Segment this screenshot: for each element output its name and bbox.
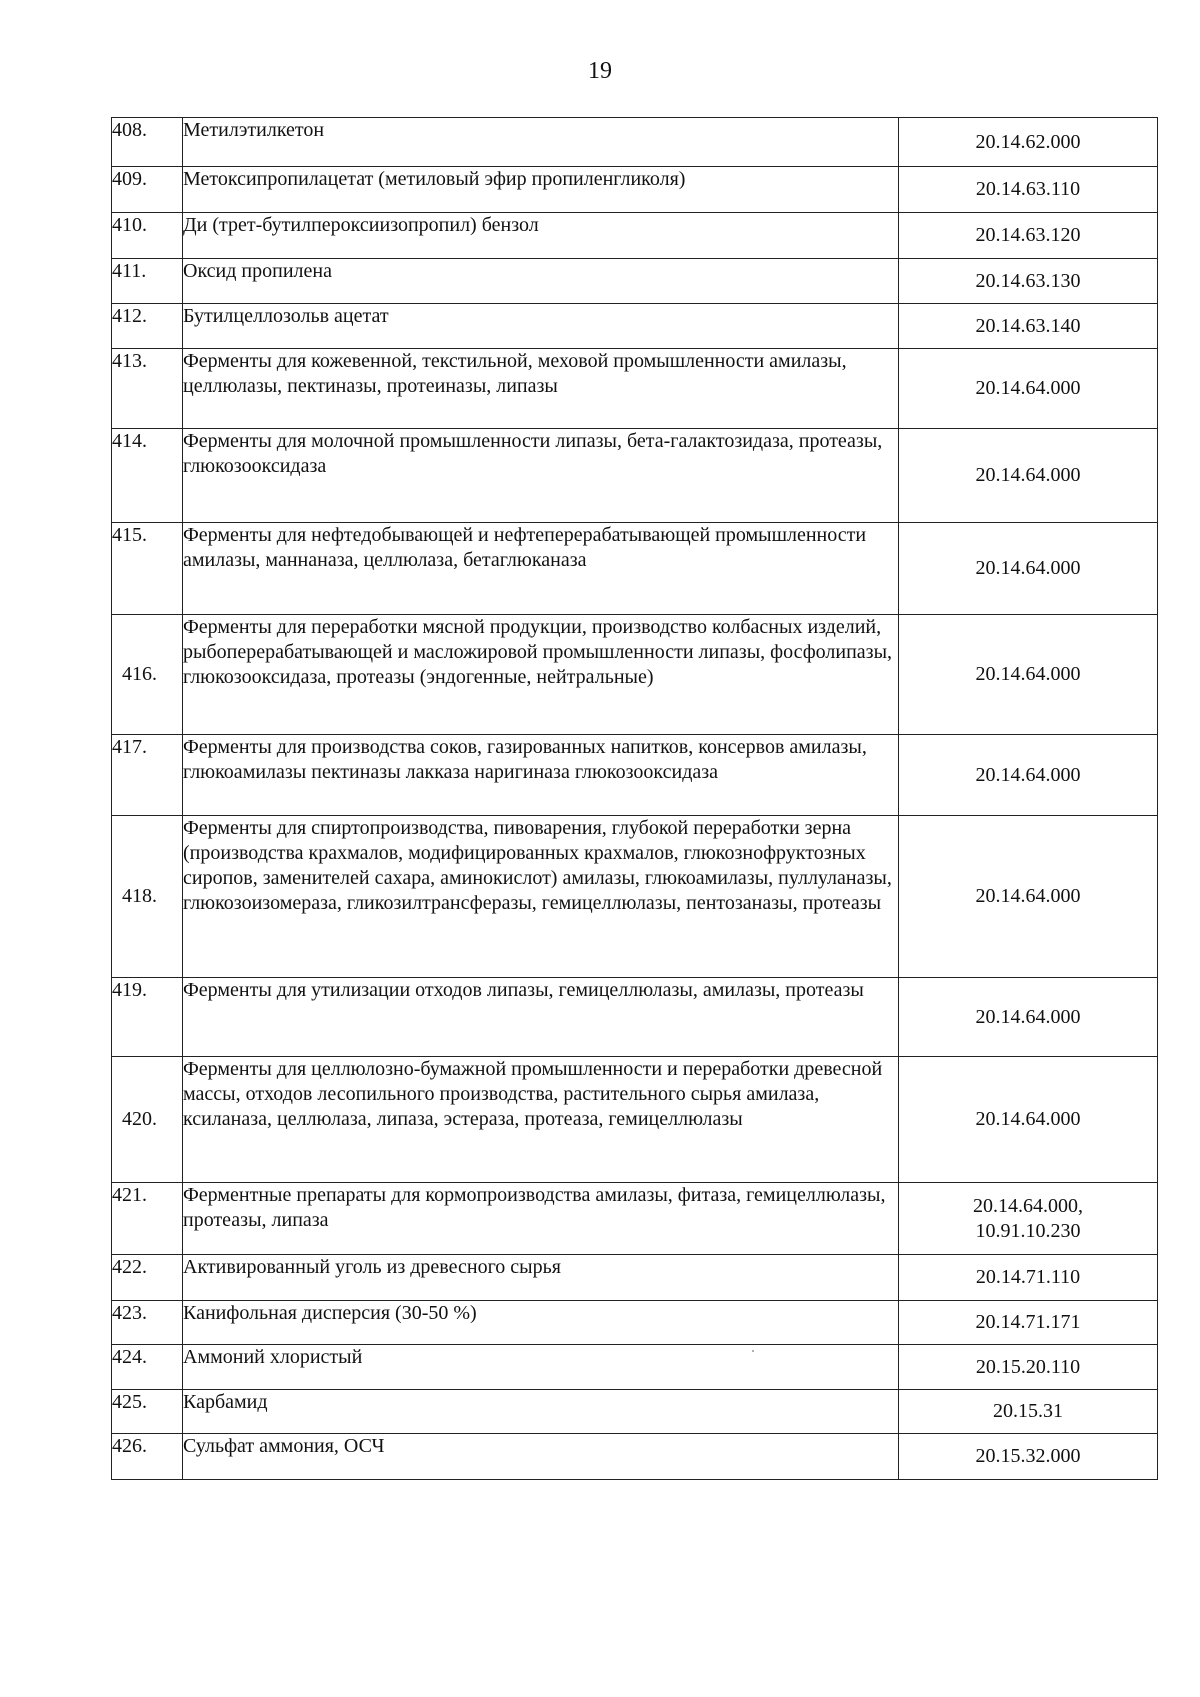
row-code: 20.14.63.110 [899,167,1158,213]
row-description: Бутилцеллозольв ацетат [183,304,899,349]
table-row [112,1255,1158,1301]
row-description: Оксид пропилена [183,259,899,304]
row-description: Ферменты для кожевенной, текстильной, меховой промышленности амилазы, целлюлазы, пектиназы, протеиназы, липазы [183,349,899,429]
row-description: Метоксипропилацетат (метиловый эфир пропиленгликоля) [183,167,899,213]
row-code: 20.14.64.000 [899,1057,1158,1183]
table-row [112,1390,1158,1434]
products-table [111,117,1158,1480]
row-code: 20.14.63.140 [899,304,1158,349]
row-code: 20.14.63.130 [899,259,1158,304]
row-number: 417. [112,735,183,816]
row-number: 411. [112,259,183,304]
row-description: Ферменты для переработки мясной продукции, производство колбасных изделий, рыбоперерабатывающей и масложировой промышленности липазы, фосфолипазы, глюкозооксидаза, протеазы (эндогенные, нейтральные) [183,615,899,735]
row-description: Ди (трет-бутилпероксиизопропил) бензол [183,213,899,259]
row-number: 409. [112,167,183,213]
table-row [112,349,1158,429]
table-row [112,1434,1158,1480]
row-number: 419. [112,978,183,1057]
table-row [112,213,1158,259]
row-description: Аммоний хлористый [183,1345,899,1390]
row-code: 20.14.63.120 [899,213,1158,259]
row-number: 410. [112,213,183,259]
row-description: Ферменты для утилизации отходов липазы, гемицеллюлазы, амилазы, протеазы [183,978,899,1057]
row-code: 20.14.71.110 [899,1255,1158,1301]
row-number: 408. [112,118,183,167]
row-number: 412. [112,304,183,349]
table-row [112,523,1158,615]
table-row [112,259,1158,304]
row-number: 413. [112,349,183,429]
row-description: Канифольная дисперсия (30-50 %) [183,1301,899,1345]
row-description: Карбамид [183,1390,899,1434]
table-row [112,735,1158,816]
table-row [112,1183,1158,1255]
row-description: Ферменты для целлюлозно-бумажной промышленности и переработки древесной массы, отходов лесопильного производства, растительного сырья амилаза, ксиланаза, целлюлаза, липаза, эстераза, протеаза, гемицеллюлазы [183,1057,899,1183]
table-row [112,615,1158,735]
row-description: Сульфат аммония, ОСЧ [183,1434,899,1480]
row-number: 415. [112,523,183,615]
table-row [112,167,1158,213]
row-code: 20.15.31 [899,1390,1158,1434]
table-row [112,429,1158,523]
table-row [112,978,1158,1057]
products-table-body [112,118,1158,1480]
row-description: Ферменты для молочной промышленности липазы, бета-галактозидаза, протеазы, глюкозооксидаза [183,429,899,523]
row-description: Активированный уголь из древесного сырья [183,1255,899,1301]
row-code: 20.14.64.000 [899,429,1158,523]
table-row [112,816,1158,978]
row-code: 20.15.20.110 [899,1345,1158,1390]
row-number: 424. [112,1345,183,1390]
row-description: Ферменты для нефтедобывающей и нефтеперерабатывающей промышленности амилазы, маннаназа, целлюлаза, бетаглюканаза [183,523,899,615]
row-number: 418. [112,816,183,978]
row-code: 20.14.64.000 [899,523,1158,615]
table-row [112,1345,1158,1390]
row-number: 416. [112,615,183,735]
page-number: 19 [588,58,612,84]
row-number: 422. [112,1255,183,1301]
row-code: 20.14.71.171 [899,1301,1158,1345]
table-row [112,1057,1158,1183]
table-row [112,1301,1158,1345]
row-description: Ферментные препараты для кормопроизводства амилазы, фитаза, гемицеллюлазы, протеазы, липаза [183,1183,899,1255]
row-description: Метилэтилкетон [183,118,899,167]
row-description: Ферменты для производства соков, газированных напитков, консервов амилазы, глюкоамилазы пектиназы лакказа наригиназа глюкозооксидаза [183,735,899,816]
row-number: 420. [112,1057,183,1183]
row-number: 426. [112,1434,183,1480]
row-code: 20.15.32.000 [899,1434,1158,1480]
table-row [112,304,1158,349]
row-code: 20.14.64.000 [899,978,1158,1057]
row-code: 20.14.64.000 [899,735,1158,816]
row-code: 20.14.64.000 [899,615,1158,735]
row-number: 423. [112,1301,183,1345]
row-number: 414. [112,429,183,523]
row-code: 20.14.64.000 [899,349,1158,429]
scan-artifact [752,1350,754,1352]
row-description: Ферменты для спиртопроизводства, пивоварения, глубокой переработки зерна (производства крахмалов, модифицированных крахмалов, глюкознофруктозных сиропов, заменителей сахара, аминокислот) амилазы, глюкоамилазы, пуллуланазы, глюкозоизомераза, гликозилтрансферазы, гемицеллюлазы, пентозаназы, протеазы [183,816,899,978]
row-number: 421. [112,1183,183,1255]
row-number: 425. [112,1390,183,1434]
row-code: 20.14.64.000, 10.91.10.230 [899,1183,1158,1255]
row-code: 20.14.62.000 [899,118,1158,167]
table-row [112,118,1158,167]
row-code: 20.14.64.000 [899,816,1158,978]
